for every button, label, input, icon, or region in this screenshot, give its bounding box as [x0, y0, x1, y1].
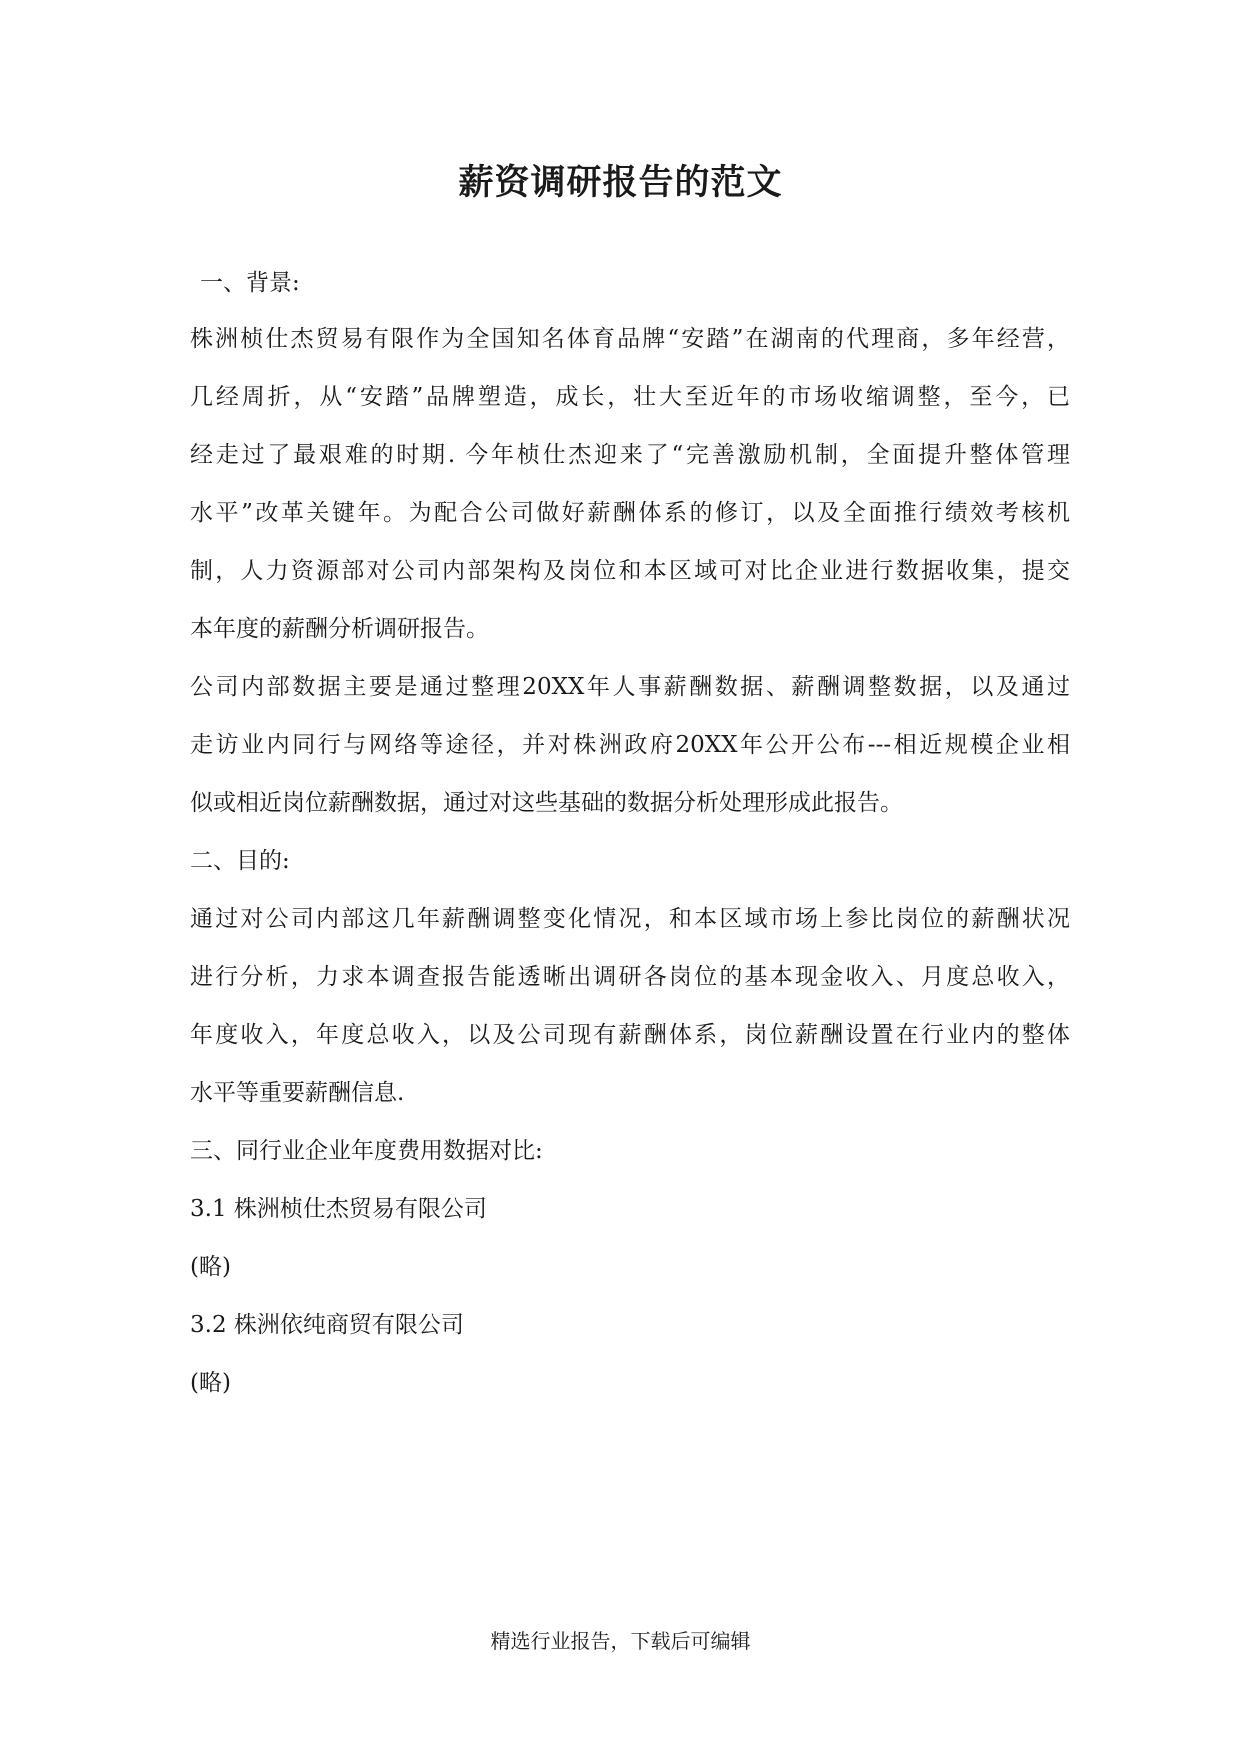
paragraph-line: 年度收入，年度总收入，以及公司现有薪酬体系，岗位薪酬设置在行业内的整体 — [190, 1022, 1070, 1048]
subsection-3-2-note: (略) — [190, 1370, 231, 1396]
paragraph-line: 水平”改革关键年。为配合公司做好薪酬体系的修订，以及全面推行绩效考核机 — [190, 500, 1070, 526]
paragraph-line: 经走过了最艰难的时期. 今年桢仕杰迎来了“完善激励机制，全面提升整体管理 — [190, 442, 1070, 468]
paragraph-line: 制，人力资源部对公司内部架构及岗位和本区域可对比企业进行数据收集，提交 — [190, 558, 1070, 584]
paragraph-line: 本年度的薪酬分析调研报告。 — [190, 616, 489, 642]
paragraph-line: 株洲桢仕杰贸易有限作为全国知名体育品牌“安踏”在湖南的代理商，多年经营， — [190, 326, 1070, 352]
paragraph-line: 公司内部数据主要是通过整理20XX年人事薪酬数据、薪酬调整数据，以及通过 — [190, 674, 1070, 700]
subsection-3-1: 3.1 株洲桢仕杰贸易有限公司 — [190, 1196, 487, 1222]
paragraph-line: 似或相近岗位薪酬数据，通过对这些基础的数据分析处理形成此报告。 — [190, 790, 903, 816]
document-title: 薪资调研报告的范文 — [458, 162, 783, 203]
paragraph-line: 通过对公司内部这几年薪酬调整变化情况，和本区域市场上参比岗位的薪酬状况 — [190, 906, 1070, 932]
page-footer: 精选行业报告，下载后可编辑 — [490, 1629, 751, 1653]
paragraph-line: 进行分析，力求本调查报告能透晰出调研各岗位的基本现金收入、月度总收入， — [190, 964, 1070, 990]
section-heading-purpose: 二、目的: — [190, 848, 290, 874]
paragraph-line: 走访业内同行与网络等途径，并对株洲政府20XX年公开公布---相近规模企业相 — [190, 732, 1070, 758]
section-heading-background: 一、背景: — [200, 270, 300, 296]
subsection-3-1-note: (略) — [190, 1254, 231, 1280]
section-heading-compare: 三、同行业企业年度费用数据对比: — [190, 1138, 543, 1164]
paragraph-line: 几经周折，从“安踏”品牌塑造，成长，壮大至近年的市场收缩调整，至今，已 — [190, 384, 1070, 410]
subsection-3-2: 3.2 株洲依纯商贸有限公司 — [190, 1312, 464, 1338]
paragraph-line: 水平等重要薪酬信息. — [190, 1080, 405, 1106]
